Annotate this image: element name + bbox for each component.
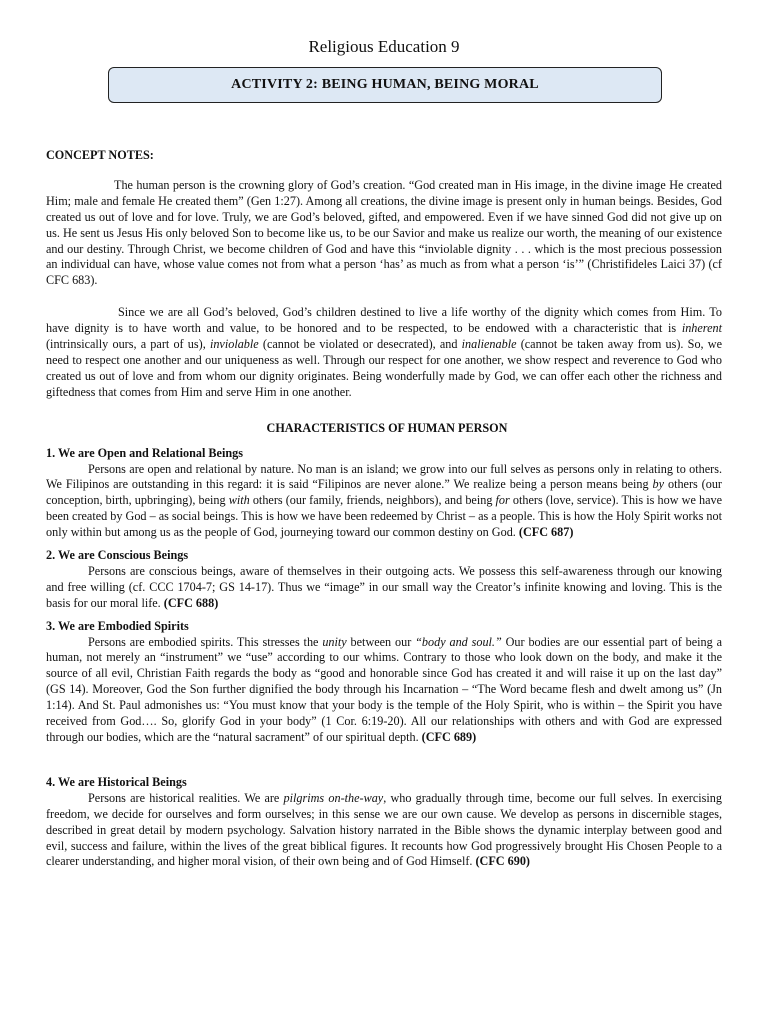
activity-title-box xyxy=(108,67,662,103)
activity-title: ACTIVITY 2: BEING HUMAN, BEING MORAL xyxy=(231,77,539,92)
item-3-title: 3. We are Embodied Spirits xyxy=(46,618,189,633)
item-4-body: Persons are historical realities. We are pilgrims on-the-way, who gradually through time, become our full selves. In exercising freedom, we decide for ourselves and form ourselves; in this sense we are our own cause. We develop as persons in discernible stages, described in great detail by modern psychology. Salvation history narrated in the Bible shows the dynamic interplay between good and evil, success and failure, within the lives of the great biblical figures. It recounts how God progressively brought His Chosen People to a clearer understanding, and higher moral vision, of their own being and of God Himself. (CFC 690) xyxy=(46,790,722,869)
reference: (CFC 689) xyxy=(421,730,477,744)
reference: (CFC 687) xyxy=(518,525,574,540)
concept-notes-heading: CONCEPT NOTES: xyxy=(46,148,154,162)
item-2-title: 2. We are Conscious Beings xyxy=(46,548,189,563)
item-3-body: Persons are embodied spirits. This stresses the unity between our “body and soul.” Our bodies are our essential part of being a human, not merely an “instrument” we “use” according to our whims. Contrary to those who look down on the body, and make it the source of all evil, Christian Faith regards the body as “good and honorable since God has created it and will raise it up on the last day” (GS 14). Moreover, God the Son further dignified the body through his Incarnation – “The Word became flesh and dwelt among us” (Jn 1:14). And St. Paul admonishes us: “You must know that your body is the temple of the Holy Spirit, who is within – the Spirit you have received from God…. So, glorify God in your body” (1 Cor. 6:19-20). All our relationships with others and with God are expressed through our bodies, which are the “natural sacrament” of our spiritual depth. (CFC 689) xyxy=(46,634,722,744)
item-1-title: 1. We are Open and Relational Beings xyxy=(46,445,243,460)
characteristics-heading: CHARACTERISTICS OF HUMAN PERSON xyxy=(266,420,508,435)
item-1-body: Persons are open and relational by nature. No man is an island; we grow into our full selves as persons only in relating to others. We Filipinos are outstanding in this regard: it is said “Filipinos are never alone.” We realize being a person means being by others (our conception, birth, upbringing), being with others (our family, friends, neighbors), and being for others (love, service). This is how we have been created by God – as social beings. This is how we have been redeemed by Christ – as a people. This is how the Holy Spirit works not only within but among us as the people of God, journeying toward our common destiny on God. (CFC 687) xyxy=(46,461,722,540)
course-title: Religious Education 9 xyxy=(308,37,460,56)
item-2-body: Persons are conscious beings, aware of themselves in their outgoing acts. We possess this self-awareness through our knowing and free willing (cf. CCC 1704-7; GS 14-17). Thus we “image” in our small way the Creator’s infinite knowing and loving. This is the basis for our moral life. (CFC 688) xyxy=(46,563,722,610)
concept-paragraph-2: Since we are all God’s beloved, God’s children destined to live a life worthy of the dignity which comes from Him. To have dignity is to have worth and value, to be honored and to be respected, to be endowed with a characteristic that is inherent (intrinsically ours, a part of us), inviolable (cannot be violated or desecrated), and inalienable (cannot be taken away from us). So, we need to respect one another and our uniqueness as well. Through our respect for one another, we show respect and reverence to God who created us out of love and from whom our dignity originates. Being wonderfully made by God, we can offer each other the richness and giftedness that comes from Him and serve Him in one another. xyxy=(46,305,723,399)
concept-paragraph-1: The human person is the crowning glory of God’s creation. “God created man in His image, in the divine image He created Him; male and female He created them” (Gen 1:27). Among all creations, the divine image is present only in human beings. Besides, God created us out of love and for love. Truly, we are God’s beloved, gifted, and empowered. Even if we have sinned God did not give up on us. He sent us Jesus His only beloved Son to become like us, to be our Savior and make us realize our worth, the meaning of our existence and our destiny. Through Christ, we become children of God and have this “inviolable dignity . . . which is the most precious possession an individual can have, whose value comes not from what a person ‘has’ as much as from what a person ‘is’” (Christifideles Laici 37) (cf CFC 683). xyxy=(46,177,722,288)
reference: (CFC 688) xyxy=(163,595,219,610)
reference: (CFC 690) xyxy=(475,854,530,869)
content-body xyxy=(46,140,722,877)
item-4-title: 4. We are Historical Beings xyxy=(46,774,187,789)
